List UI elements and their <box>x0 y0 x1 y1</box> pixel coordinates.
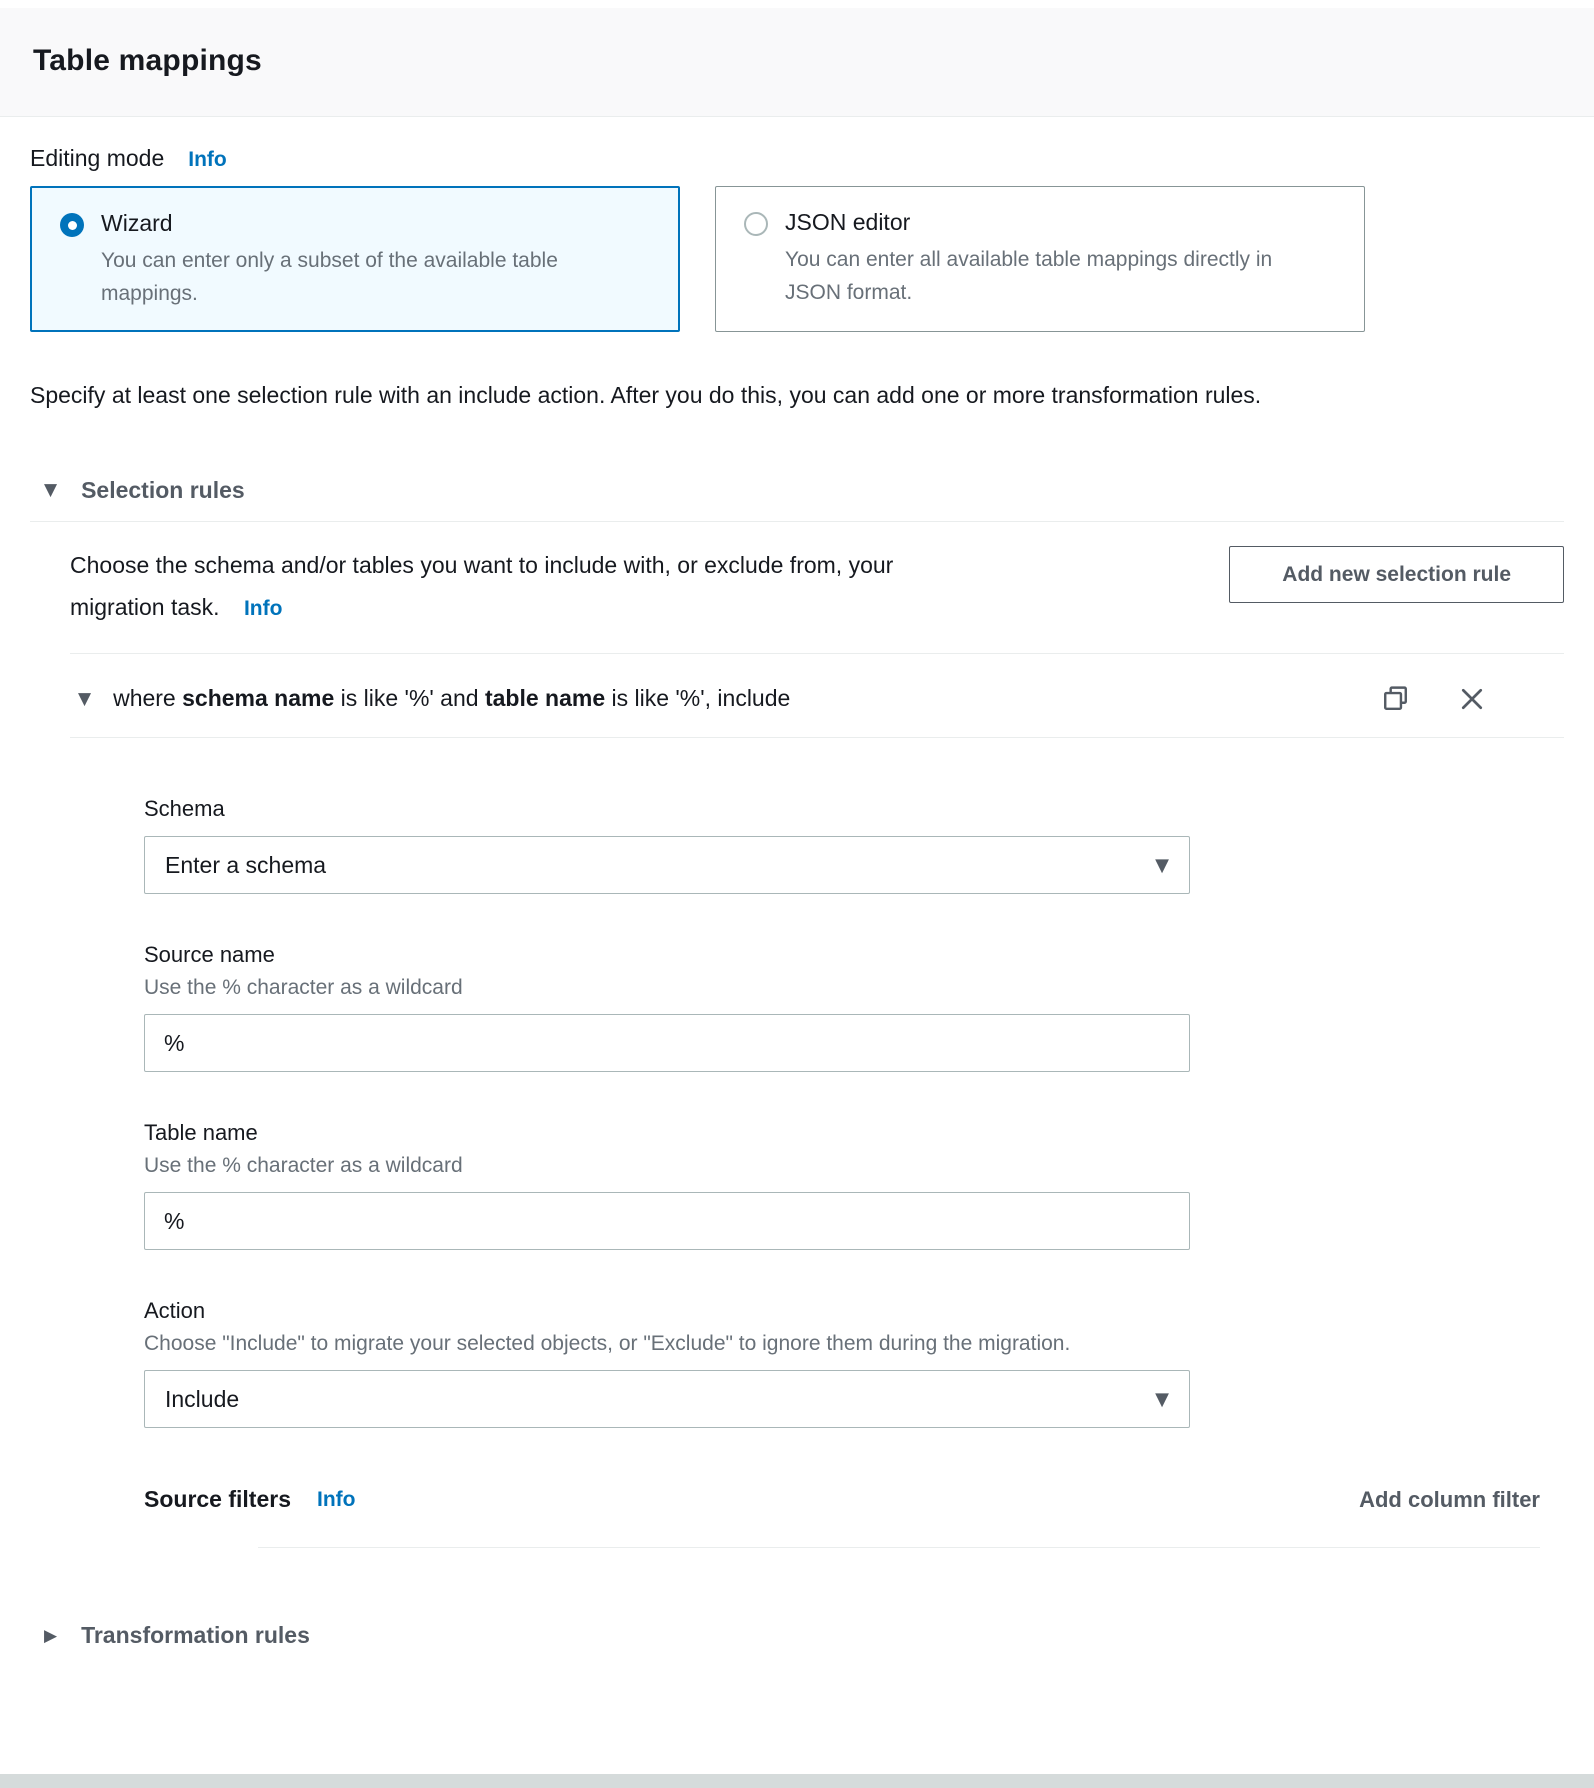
action-label: Action <box>144 1298 206 1324</box>
editing-mode-row <box>30 145 1564 172</box>
table-name-input[interactable] <box>144 1192 1190 1250</box>
json-editor-option-description: You can enter all available table mappings directly in JSON format. <box>785 248 1273 305</box>
close-icon <box>1458 685 1486 713</box>
rule-summary-suffix: is like '%', include <box>605 685 791 712</box>
wizard-option-card[interactable] <box>30 186 680 332</box>
source-filters-info-link[interactable]: Info <box>317 1487 356 1511</box>
schema-label: Schema <box>144 796 225 822</box>
source-name-field-group <box>144 942 1564 1072</box>
add-new-selection-rule-button[interactable]: Add new selection rule <box>1229 546 1564 603</box>
rule-body-divider <box>70 737 1564 738</box>
wizard-radio-button[interactable] <box>60 213 84 237</box>
selection-rules-info-link[interactable]: Info <box>243 597 283 621</box>
selection-rules-description-row <box>30 544 1564 629</box>
selection-rules-description <box>70 544 990 629</box>
rule-actions <box>1381 684 1486 713</box>
selection-rules-section-header[interactable] <box>30 477 1564 504</box>
source-filters-title: Source filters <box>144 1486 291 1513</box>
source-filters-row <box>30 1486 1564 1513</box>
rule-caret-down-icon[interactable]: ▼ <box>78 688 92 709</box>
rule-summary-schema-field: schema name <box>182 685 335 712</box>
action-select[interactable] <box>144 1370 1190 1428</box>
table-mappings-panel <box>0 145 1594 1649</box>
editing-mode-options <box>30 186 1564 332</box>
wizard-option-label: Wizard <box>101 210 173 236</box>
section-divider <box>30 521 1564 522</box>
json-editor-card-body <box>785 209 1315 311</box>
source-name-hint: Use the % character as a wildcard <box>144 976 463 1000</box>
selection-rule-summary-row <box>30 684 1564 713</box>
schema-caret-down-icon: ▼ <box>1155 854 1169 876</box>
caret-down-icon[interactable]: ▼ <box>44 480 58 501</box>
rule-summary-text <box>113 685 790 712</box>
json-editor-radio-button[interactable] <box>744 212 768 236</box>
rule-summary-mid: is like '%' and <box>334 685 485 712</box>
rule-summary-table-field: table name <box>484 685 606 712</box>
remove-rule-button[interactable] <box>1458 685 1486 713</box>
editing-mode-info-link[interactable]: Info <box>188 148 227 171</box>
action-select-value: Include <box>165 1385 240 1412</box>
add-column-filter-button[interactable]: Add column filter <box>1359 1486 1540 1512</box>
caret-right-icon[interactable]: ▶ <box>44 1625 58 1646</box>
copy-icon <box>1381 684 1410 713</box>
rule-summary-prefix: where <box>113 685 183 712</box>
table-name-hint: Use the % character as a wildcard <box>144 1154 463 1178</box>
rules-list-divider <box>70 653 1564 654</box>
json-editor-option-card[interactable] <box>715 186 1365 332</box>
page-header <box>0 8 1594 117</box>
json-editor-option-label: JSON editor <box>785 209 911 235</box>
action-caret-down-icon: ▼ <box>1155 1388 1169 1410</box>
wizard-option-description: You can enter only a subset of the available table mappings. <box>101 249 558 306</box>
intro-text: Specify at least one selection rule with an include action. After you do this, you can add one or more transformation rules. <box>30 382 1262 409</box>
bottom-bar <box>0 1774 1594 1788</box>
selection-rule-form <box>30 796 1564 1428</box>
source-name-label: Source name <box>144 942 275 968</box>
selection-rules-description-text: Choose the schema and/or tables you want to include with, or exclude from, your migration task. <box>70 551 894 621</box>
page-title: Table mappings <box>33 44 262 77</box>
schema-select-value: Enter a schema <box>165 851 327 878</box>
wizard-card-body <box>101 210 631 310</box>
transformation-rules-title: Transformation rules <box>81 1622 310 1649</box>
transformation-rules-section-header[interactable] <box>30 1622 1564 1649</box>
schema-select[interactable] <box>144 836 1190 894</box>
table-name-field-group <box>144 1120 1564 1250</box>
editing-mode-label: Editing mode <box>30 145 165 171</box>
schema-field-group <box>144 796 1564 894</box>
copy-rule-button[interactable] <box>1381 684 1410 713</box>
action-field-group <box>144 1298 1564 1428</box>
table-name-label: Table name <box>144 1120 258 1146</box>
selection-rules-title: Selection rules <box>81 476 245 503</box>
action-hint: Choose "Include" to migrate your selected objects, or "Exclude" to ignore them during the migration. <box>144 1332 1071 1356</box>
source-filters-divider <box>258 1547 1540 1548</box>
source-name-input[interactable] <box>144 1014 1190 1072</box>
